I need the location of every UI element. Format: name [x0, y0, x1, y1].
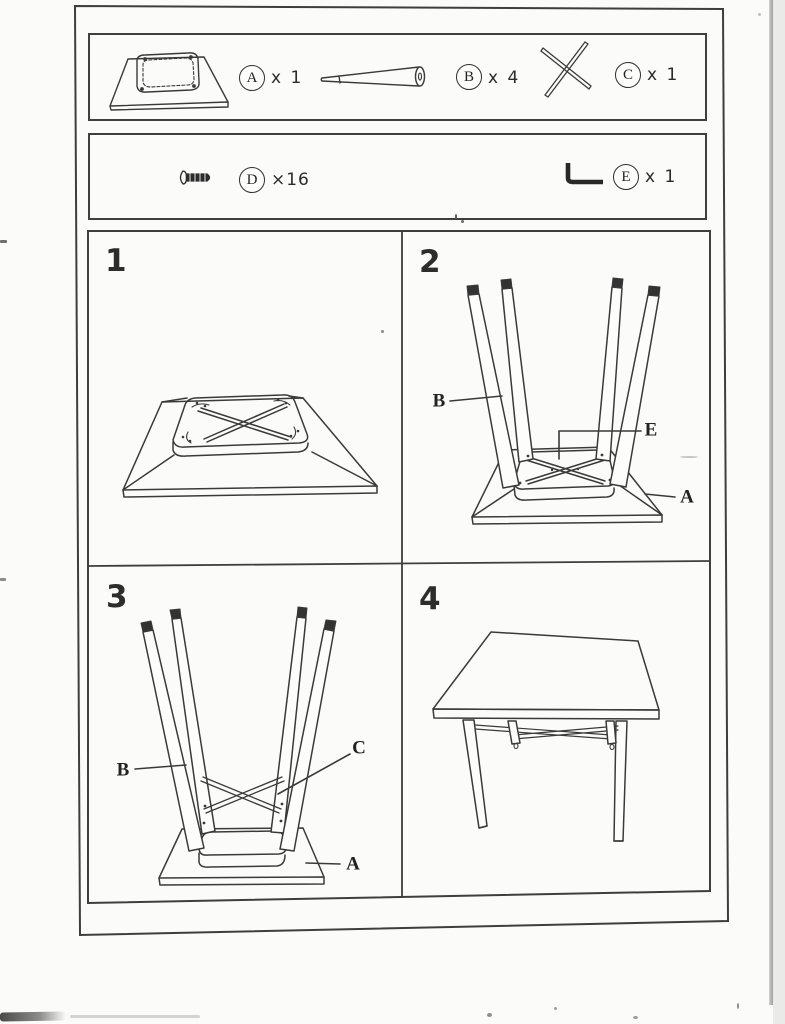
part-c-quantity: x 1 — [647, 65, 680, 85]
step-4-number: 4 — [419, 581, 441, 617]
step-3-number: 3 — [106, 579, 128, 615]
step-1-diagram — [88, 231, 402, 563]
scan-artifact — [737, 1003, 739, 1009]
scan-artifact — [70, 1015, 200, 1018]
cross-brace-part-icon — [534, 39, 598, 103]
part-a-letter: A — [246, 69, 258, 86]
step-3-leader-a — [306, 863, 340, 864]
part-d-quantity: ×16 — [271, 170, 310, 190]
part-b-letter: B — [463, 68, 474, 85]
part-d-badge — [239, 167, 265, 193]
part-b-quantity: x 4 — [488, 68, 521, 88]
scan-artifact — [633, 1016, 638, 1019]
step-2-leader-a — [645, 494, 675, 497]
part-e-letter: E — [621, 168, 631, 185]
step-2-diagram — [402, 231, 710, 563]
step-2-callout-b: B — [432, 390, 446, 412]
part-a-quantity: x 1 — [271, 68, 304, 88]
step-2-number: 2 — [419, 244, 441, 280]
tabletop-part-icon — [107, 46, 231, 112]
step-4-diagram — [402, 563, 710, 901]
part-a-badge — [239, 65, 265, 91]
step-2-callout-e: E — [644, 419, 658, 441]
scan-artifact — [381, 330, 384, 333]
allen-key-part-icon — [562, 161, 606, 187]
step-3-callout-b: B — [116, 759, 130, 781]
scan-artifact — [758, 13, 761, 16]
scan-artifact — [680, 456, 698, 458]
part-b-badge — [456, 64, 482, 90]
scan-smudge — [0, 1011, 66, 1021]
step-2-callout-a: A — [680, 486, 694, 508]
scan-artifact — [487, 1013, 492, 1017]
scan-artifact — [0, 578, 6, 581]
part-c-letter: C — [622, 66, 633, 83]
step-3-callout-a: A — [346, 853, 360, 875]
part-e-quantity: x 1 — [645, 167, 678, 187]
leg-part-icon — [318, 63, 444, 91]
part-c-badge — [615, 62, 641, 88]
scan-edge-margin — [773, 0, 785, 1024]
part-d-letter: D — [246, 171, 258, 188]
part-e-badge — [613, 164, 639, 190]
screw-part-icon — [177, 169, 215, 187]
step-3-callout-c: C — [352, 737, 366, 759]
step-3-diagram — [88, 563, 402, 901]
scan-artifact — [461, 220, 464, 223]
scan-artifact — [455, 214, 457, 219]
scan-artifact — [554, 1007, 557, 1010]
step-1-number: 1 — [105, 243, 127, 279]
scan-artifact — [0, 240, 7, 243]
